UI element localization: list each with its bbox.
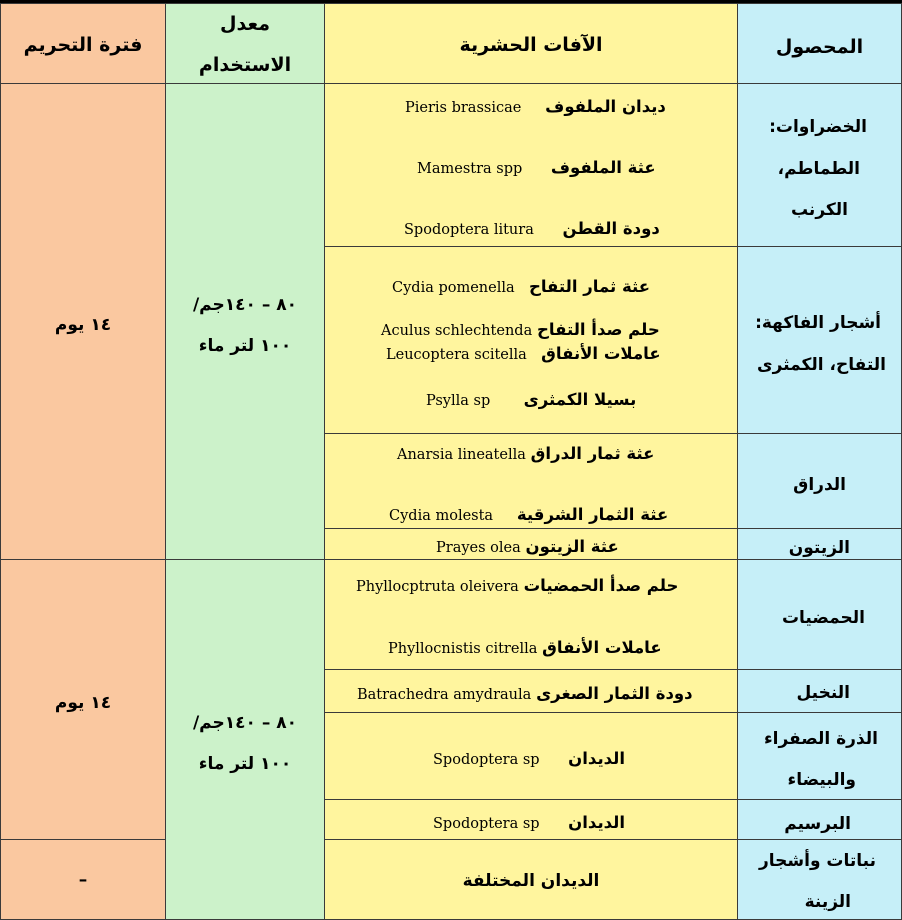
header-pests: الآفات الحشرية bbox=[459, 34, 603, 56]
crop-name: البرسيم bbox=[784, 814, 851, 834]
pest-arabic-name: الديدان bbox=[568, 813, 626, 832]
pest-arabic-name: الديدان bbox=[568, 749, 626, 768]
crop-name: الذرة الصفراء bbox=[763, 729, 878, 749]
crop-name: النخيل bbox=[796, 683, 850, 703]
pest-latin-name: Aculus schlechtenda bbox=[381, 323, 533, 339]
crop-cell bbox=[737, 246, 902, 434]
crop-name: نباتات وأشجار bbox=[758, 851, 876, 871]
pest-latin-name: Mamestra spp bbox=[417, 161, 523, 177]
rate-value-line1: ٨٠ – ١٤٠جم/ bbox=[192, 295, 298, 315]
pest-entry bbox=[433, 815, 625, 832]
pest-entry bbox=[405, 99, 666, 116]
pest-entry bbox=[386, 346, 661, 363]
pest-latin-name: Anarsia lineatella bbox=[397, 447, 526, 463]
pest-latin-name: Cydia molesta bbox=[389, 508, 494, 524]
pest-latin-name: Phyllocnistis citrella bbox=[388, 641, 538, 657]
pest-entry bbox=[381, 322, 660, 339]
pest-entry bbox=[426, 392, 636, 409]
crop-name: الدراق bbox=[793, 475, 846, 495]
pest-entry bbox=[392, 279, 650, 296]
pest-latin-name: Spodoptera sp bbox=[433, 752, 540, 768]
ban-period-value: ١٤ يوم bbox=[54, 315, 112, 335]
pest-arabic-name: بسيلا الكمثرى bbox=[523, 390, 637, 409]
crop-name: التفاح، الكمثرى bbox=[757, 355, 886, 375]
pest-arabic-name: دودة القطن bbox=[562, 219, 660, 238]
pest-entry bbox=[433, 751, 625, 768]
pest-arabic-name: ديدان الملفوف bbox=[545, 97, 666, 116]
pest-arabic-name: عثة الثمار الشرقية bbox=[516, 505, 669, 524]
header-ban-period: فترة التحريم bbox=[23, 34, 143, 56]
ban-period-value: ١٤ يوم bbox=[54, 693, 112, 713]
header-rate-line2: الاستخدام bbox=[198, 54, 292, 76]
pest-entry bbox=[404, 221, 660, 238]
pest-arabic-name: عاملات الأنفاق bbox=[541, 344, 661, 363]
pest-entry bbox=[417, 160, 656, 177]
pest-entry bbox=[436, 539, 619, 556]
pest-latin-name: Pieris brassicae bbox=[405, 100, 522, 116]
rate-value-line2: ١٠٠ لتر ماء bbox=[198, 754, 292, 774]
crop-name: أشجار الفاكهة: bbox=[755, 313, 881, 333]
pest-arabic-name: دودة الثمار الصغرى bbox=[536, 684, 693, 703]
pest-latin-name: Leucoptera scitella bbox=[386, 347, 527, 363]
pest-latin-name: Spodoptera sp bbox=[433, 816, 540, 832]
pest-entry bbox=[397, 446, 654, 463]
pest-latin-name: Phyllocptruta oleivera bbox=[356, 579, 519, 595]
pest-arabic-name: الديدان المختلفة bbox=[462, 871, 600, 891]
crop-name: الكرنب bbox=[790, 200, 848, 220]
rate-value-line1: ٨٠ – ١٤٠جم/ bbox=[192, 713, 298, 733]
ban-period-value: – bbox=[78, 870, 88, 890]
pest-entry bbox=[389, 507, 668, 524]
pest-entry bbox=[356, 578, 678, 595]
crop-name: الحمضيات bbox=[781, 608, 865, 628]
rate-cell bbox=[165, 83, 325, 560]
pest-entry bbox=[357, 686, 693, 703]
crop-name: والبيضاء bbox=[787, 770, 856, 790]
crop-name: الزينة bbox=[804, 892, 851, 912]
crop-name: الطماطم، bbox=[777, 159, 860, 179]
pest-arabic-name: عثة الملفوف bbox=[550, 158, 656, 177]
pest-latin-name: Cydia pomenella bbox=[392, 280, 515, 296]
pest-arabic-name: عثة الزيتون bbox=[525, 537, 619, 556]
header-rate-line1: معدل bbox=[220, 13, 270, 35]
pest-latin-name: Spodoptera litura bbox=[404, 222, 534, 238]
crop-name: الزيتون bbox=[788, 538, 850, 558]
header-crop: المحصول bbox=[775, 36, 864, 58]
pest-arabic-name: عثة ثمار الدراق bbox=[530, 444, 655, 463]
pest-latin-name: Psylla sp bbox=[426, 393, 491, 409]
pest-arabic-name: عاملات الأنفاق bbox=[542, 638, 662, 657]
pest-arabic-name: حلم صدأ الحمضيات bbox=[523, 576, 679, 595]
rate-value-line2: ١٠٠ لتر ماء bbox=[198, 336, 292, 356]
pest-arabic-name: حلم صدأ التفاح bbox=[537, 320, 660, 339]
pest-latin-name: Prayes olea bbox=[436, 540, 521, 556]
pest-latin-name: Batrachedra amydraula bbox=[357, 687, 532, 703]
rate-cell bbox=[165, 559, 325, 920]
pest-arabic-name: عثة ثمار التفاح bbox=[528, 277, 650, 296]
crop-name: الخضراوات: bbox=[769, 117, 867, 137]
pest-entry bbox=[388, 640, 662, 657]
